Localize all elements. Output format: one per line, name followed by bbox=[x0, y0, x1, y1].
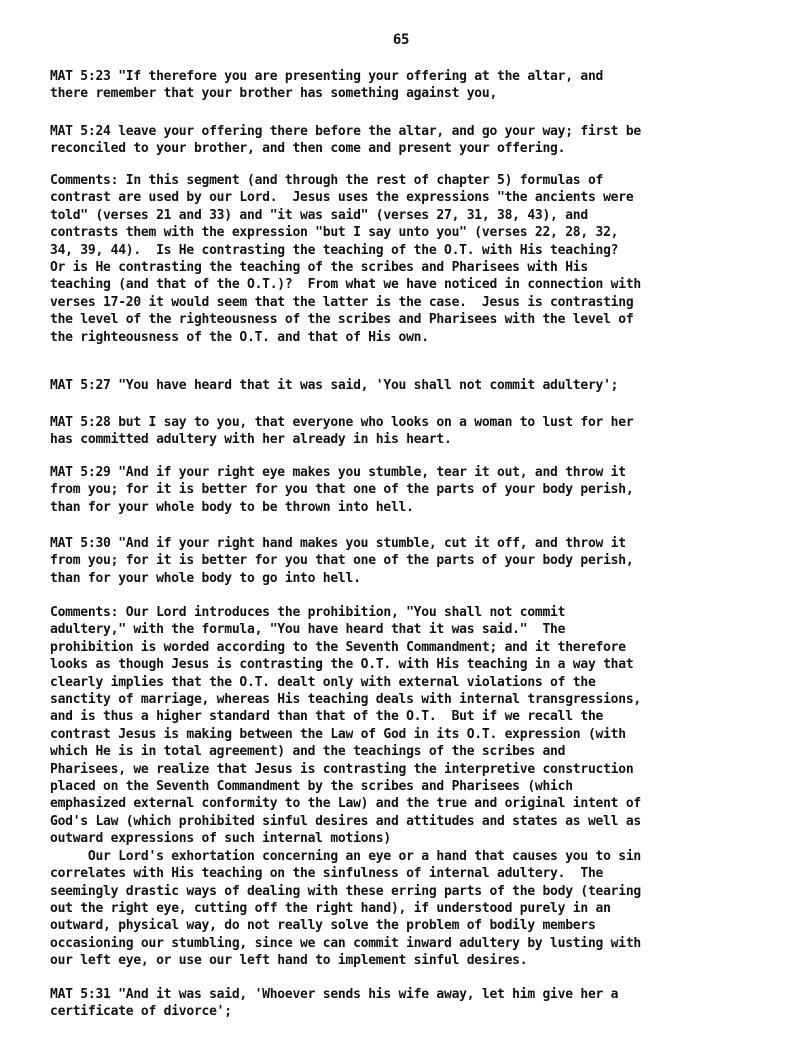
verse-mat-5-24: MAT 5:24 leave your offering there before the altar, and go your way; first be reconciled to your brother, and then come and present your offering. bbox=[50, 124, 641, 157]
verse-mat-5-31: MAT 5:31 "And it was said, 'Whoever sends his wife away, let him give her a certificate of divorce'; bbox=[50, 987, 619, 1020]
verse-mat-5-27: MAT 5:27 "You have heard that it was said, 'You shall not commit adultery'; bbox=[50, 378, 619, 393]
verse-mat-5-29: MAT 5:29 "And if your right eye makes you stumble, tear it out, and throw it from you; for it is better for you that one of the parts of your body perish, than for your whole body to be thrown into hell. bbox=[50, 465, 634, 515]
comments-paragraph-2: Comments: Our Lord introduces the prohibition, "You shall not commit adultery," with the formula, "You have heard that it was said." The prohibition is worded according to the Seventh Commandment; and it therefore looks as though Jesus is contrasting the O.T. with His teaching in a way that clearly implies that the O.T. dealt only with external violations of the sanctity of marriage, whereas His teaching deals with internal transgressions, and is thus a higher standard than that of the O.T. But if we recall the contrast Jesus is making between the Law of God in its O.T. expression (with which He is in total agreement) and the teachings of the scribes and Pharisees, we realize that Jesus is contrasting the interpretive construction placed on the Seventh Commandment by the scribes and Pharisees (which emphasized external conformity to the Law) and the true and original intent of God's Law (which prohibited sinful desires and attitudes and states as well as outward expressions of such internal motions) Our Lord's exhortation concerning an eye or a hand that causes you to sin correlates with His teaching on the sinfulness of internal adultery. The seemingly drastic ways of dealing with these erring parts of the body (tearing out the right eye, cutting off the right hand), if understood purely in an outward, physical way, do not really solve the problem of bodily members occasioning our stumbling, since we can commit inward adultery by lusting with our left eye, or use our left hand to implement sinful desires. bbox=[50, 605, 641, 969]
page-number: 65 bbox=[392, 32, 410, 48]
comments-paragraph-1: Comments: In this segment (and through the rest of chapter 5) formulas of contrast are used by our Lord. Jesus uses the expressions "the ancients were told" (verses 21 and 33) and "it was said" (verses 27, 31, 38, 43), and contrasts them with the expression "but I say unto you" (verses 22, 28, 32, 34, 39, 44). Is He contrasting the teaching of the O.T. with His teaching? Or is He contrasting the teaching of the scribes and Pharisees with His teaching (and that of the O.T.)? From what we have noticed in connection with verses 17-20 it would seem that the latter is the case. Jesus is contrasting the level of the righteousness of the scribes and Pharisees with the level of the righteousness of the O.T. and that of His own. bbox=[50, 173, 641, 345]
verse-mat-5-30: MAT 5:30 "And if your right hand makes you stumble, cut it off, and throw it from you; for it is better for you that one of the parts of your body perish, than for your whole body to go into hell. bbox=[50, 536, 634, 586]
verse-mat-5-28: MAT 5:28 but I say to you, that everyone who looks on a woman to lust for her has committed adultery with her already in his heart. bbox=[50, 415, 634, 448]
verse-mat-5-23: MAT 5:23 "If therefore you are presenting your offering at the altar, and there remember that your brother has something against you, bbox=[50, 69, 604, 102]
